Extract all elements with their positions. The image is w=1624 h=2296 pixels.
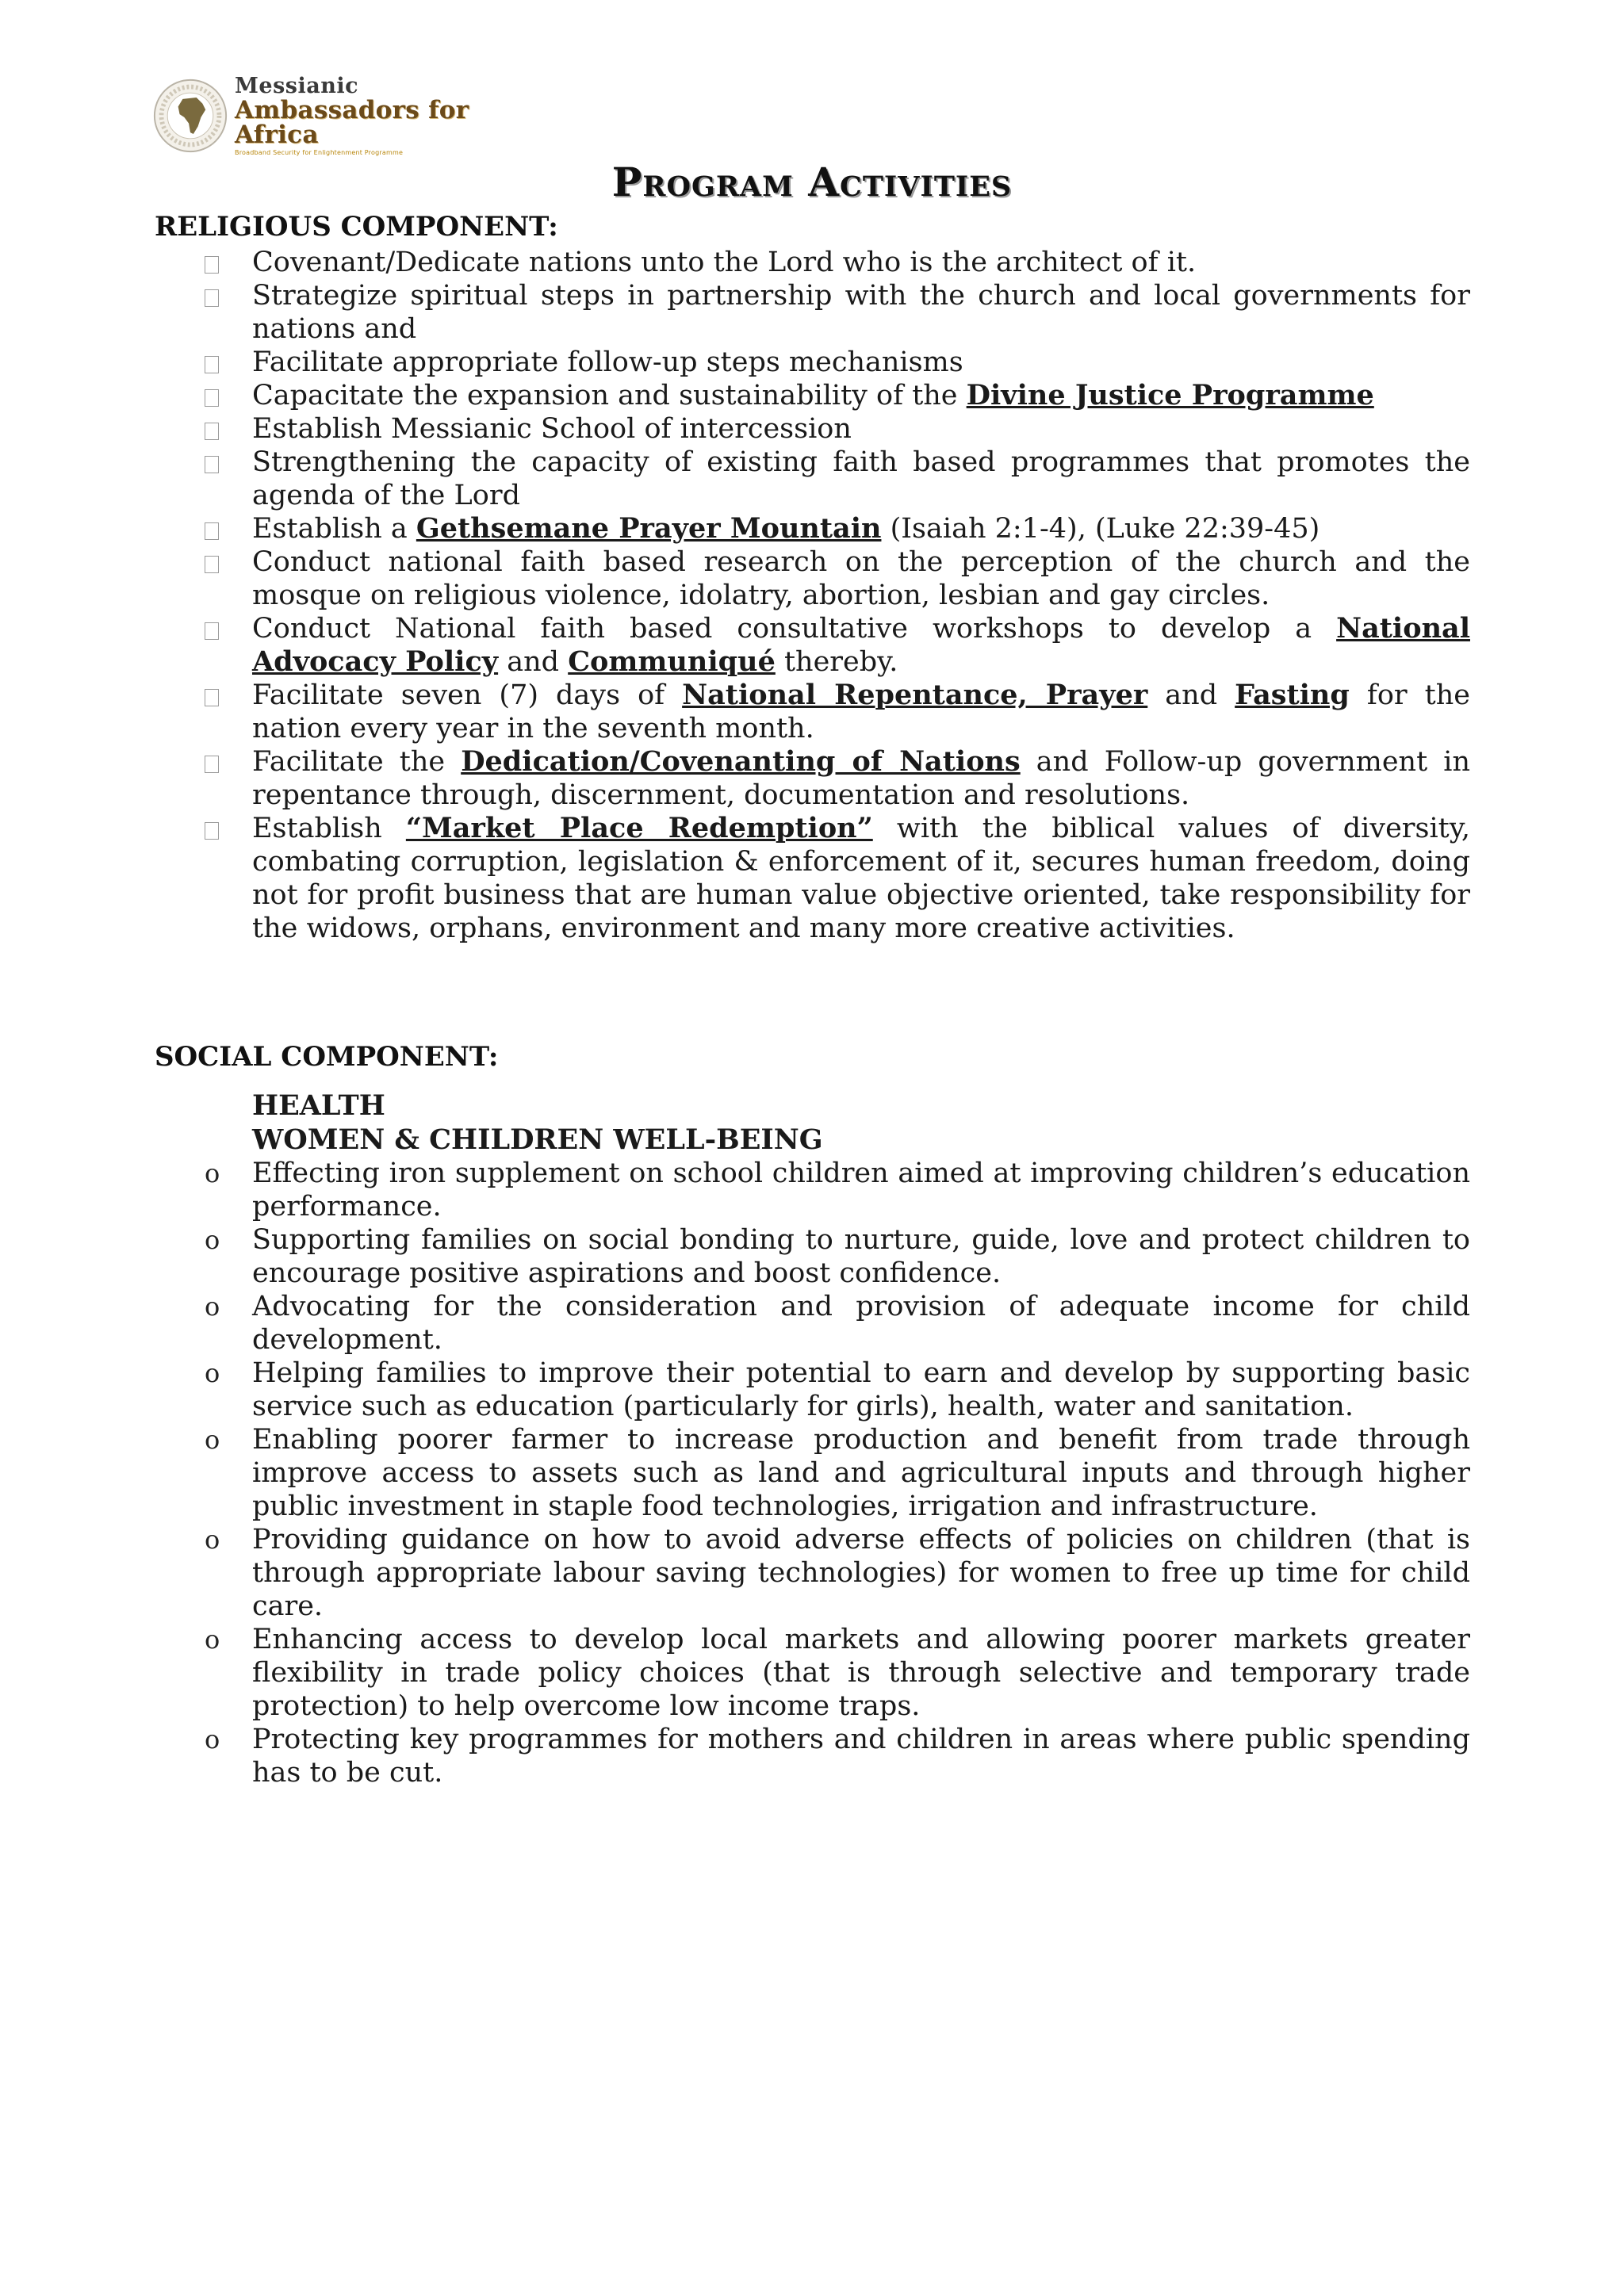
emphasized-term: Fasting — [1235, 679, 1350, 711]
emphasized-term: National Repentance, Prayer — [682, 679, 1148, 711]
list-item — [0, 279, 1624, 346]
women-children-subheading: WOMEN & CHILDREN WELL-BEING — [252, 1123, 823, 1156]
list-item-text: Advocating for the consideration and provision of adequate income for child development. — [252, 1291, 1470, 1356]
list-item — [0, 512, 1624, 545]
checkbox-bullet-icon — [205, 756, 219, 773]
list-item-text: thereby. — [775, 646, 898, 678]
emphasized-term: “Market Place Redemption” — [405, 812, 873, 844]
list-item — [0, 379, 1624, 412]
list-item-text: Supporting families on social bonding to nurture, guide, love and protect children to encourage positive aspirations and boost confidence. — [252, 1224, 1470, 1289]
list-item — [0, 612, 1624, 679]
checkbox-bullet-icon — [205, 356, 219, 373]
list-item-text: Effecting iron supplement on school children aimed at improving children’s education performance. — [252, 1158, 1470, 1223]
checkbox-bullet-icon — [205, 522, 219, 540]
list-item — [0, 446, 1624, 512]
logo-title-main: Ambassadors for Africa — [235, 96, 469, 149]
africa-seal-icon — [152, 78, 228, 154]
checkbox-bullet-icon — [205, 822, 219, 840]
list-item-text: Strategize spiritual steps in partnership with the church and local governments for nations and — [252, 280, 1470, 345]
circle-bullet-icon: o — [205, 1292, 220, 1322]
list-item — [0, 1157, 1624, 1223]
organization-logo — [152, 75, 477, 157]
list-item-text: Enabling poorer farmer to increase production and benefit from trade through improve access to assets such as land and agricultural inputs and through higher public investment in staple food technologies, irrigation and infrastructure. — [252, 1424, 1470, 1522]
social-section — [0, 1089, 1624, 1789]
list-item — [0, 1623, 1624, 1723]
checkbox-bullet-icon — [205, 689, 219, 706]
list-item — [0, 346, 1624, 379]
list-item — [0, 412, 1624, 446]
list-item-text: Establish — [252, 813, 406, 844]
circle-bullet-icon: o — [205, 1158, 220, 1188]
list-item-text: Helping families to improve their potential to earn and develop by supporting basic service such as education (particularly for girls), health, water and sanitation. — [252, 1357, 1470, 1422]
list-item — [0, 1290, 1624, 1357]
list-item-text: Facilitate seven (7) days of — [252, 679, 683, 711]
checkbox-bullet-icon — [205, 256, 219, 274]
list-item-text: Covenant/Dedicate nations unto the Lord who is the architect of it. — [252, 247, 1197, 278]
circle-bullet-icon: o — [205, 1358, 220, 1388]
list-item — [0, 1223, 1624, 1290]
list-item-text: Providing guidance on how to avoid adverse effects of policies on children (that is through appropriate labour saving technologies) for women to free up time for child care. — [252, 1524, 1470, 1622]
list-item-text: with the biblical values of diversity, combating corruption, legislation & enforcement of it, secures human freedom, doing not for profit business that are human value objective oriented, take responsibility for the widows, orphans, environment and many more creative activities. — [252, 813, 1470, 944]
list-item — [0, 812, 1624, 945]
emphasized-term: Communiqué — [568, 645, 776, 678]
religious-list — [0, 246, 1624, 945]
circle-bullet-icon: o — [205, 1425, 220, 1455]
list-item-text: Facilitate the — [252, 746, 462, 778]
list-item-text: Establish a — [252, 513, 416, 545]
checkbox-bullet-icon — [205, 289, 219, 307]
emphasized-term: National Advocacy Policy — [252, 612, 1470, 678]
list-item-text: and — [498, 646, 569, 678]
social-list — [0, 1157, 1624, 1789]
checkbox-bullet-icon — [205, 456, 219, 473]
list-item-text: and — [1147, 679, 1235, 711]
list-item-text: Enhancing access to develop local markets and allowing poorer markets greater flexibility in trade policy choices (that is through selective and temporary trade protection) to help overcome low income traps. — [252, 1624, 1470, 1722]
emphasized-term: Gethsemane Prayer Mountain — [416, 512, 882, 545]
list-item-text: for the nation every year in the seventh month. — [252, 679, 1470, 744]
religious-heading: RELIGIOUS COMPONENT: — [155, 211, 558, 243]
emphasized-term: Divine Justice Programme — [966, 379, 1374, 411]
circle-bullet-icon: o — [205, 1724, 220, 1755]
list-item-text: Strengthening the capacity of existing faith based programmes that promotes the agenda of the Lord — [252, 446, 1470, 511]
list-item-text: Conduct National faith based consultative workshops to develop a — [252, 613, 1337, 645]
list-item — [0, 545, 1624, 612]
list-item-text: (Isaiah 2:1-4), (Luke 22:39-45) — [881, 513, 1320, 545]
checkbox-bullet-icon — [205, 423, 219, 440]
health-subheading: HEALTH — [252, 1089, 385, 1122]
checkbox-bullet-icon — [205, 389, 219, 407]
social-heading: SOCIAL COMPONENT: — [155, 1041, 499, 1073]
checkbox-bullet-icon — [205, 622, 219, 640]
logo-tagline: Broadband Security for Enlightenment Programme — [235, 149, 404, 156]
logo-title-top: Messianic — [235, 74, 359, 98]
circle-bullet-icon: o — [205, 1624, 220, 1655]
emphasized-term: Dedication/Covenanting of Nations — [461, 745, 1021, 778]
list-item-text: and Follow-up government in repentance through, discernment, documentation and resolutions. — [252, 746, 1470, 811]
circle-bullet-icon: o — [205, 1225, 220, 1255]
circle-bullet-icon: o — [205, 1525, 220, 1555]
list-item-text: Establish Messianic School of intercession — [252, 413, 852, 445]
list-item-text: Protecting key programmes for mothers and children in areas where public spending has to be cut. — [252, 1724, 1470, 1789]
list-item-text: Conduct national faith based research on the perception of the church and the mosque on religious violence, idolatry, abortion, lesbian and gay circles. — [252, 546, 1470, 611]
list-item — [0, 1357, 1624, 1423]
list-item — [0, 1423, 1624, 1523]
list-item — [0, 246, 1624, 279]
checkbox-bullet-icon — [205, 556, 219, 573]
page-title: Program Activities — [611, 159, 1013, 205]
list-item — [0, 1723, 1624, 1789]
list-item — [0, 1523, 1624, 1623]
list-item-text: Capacitate the expansion and sustainability of the — [252, 380, 967, 411]
list-item — [0, 745, 1624, 812]
list-item-text: Facilitate appropriate follow-up steps mechanisms — [252, 346, 963, 378]
list-item — [0, 679, 1624, 745]
